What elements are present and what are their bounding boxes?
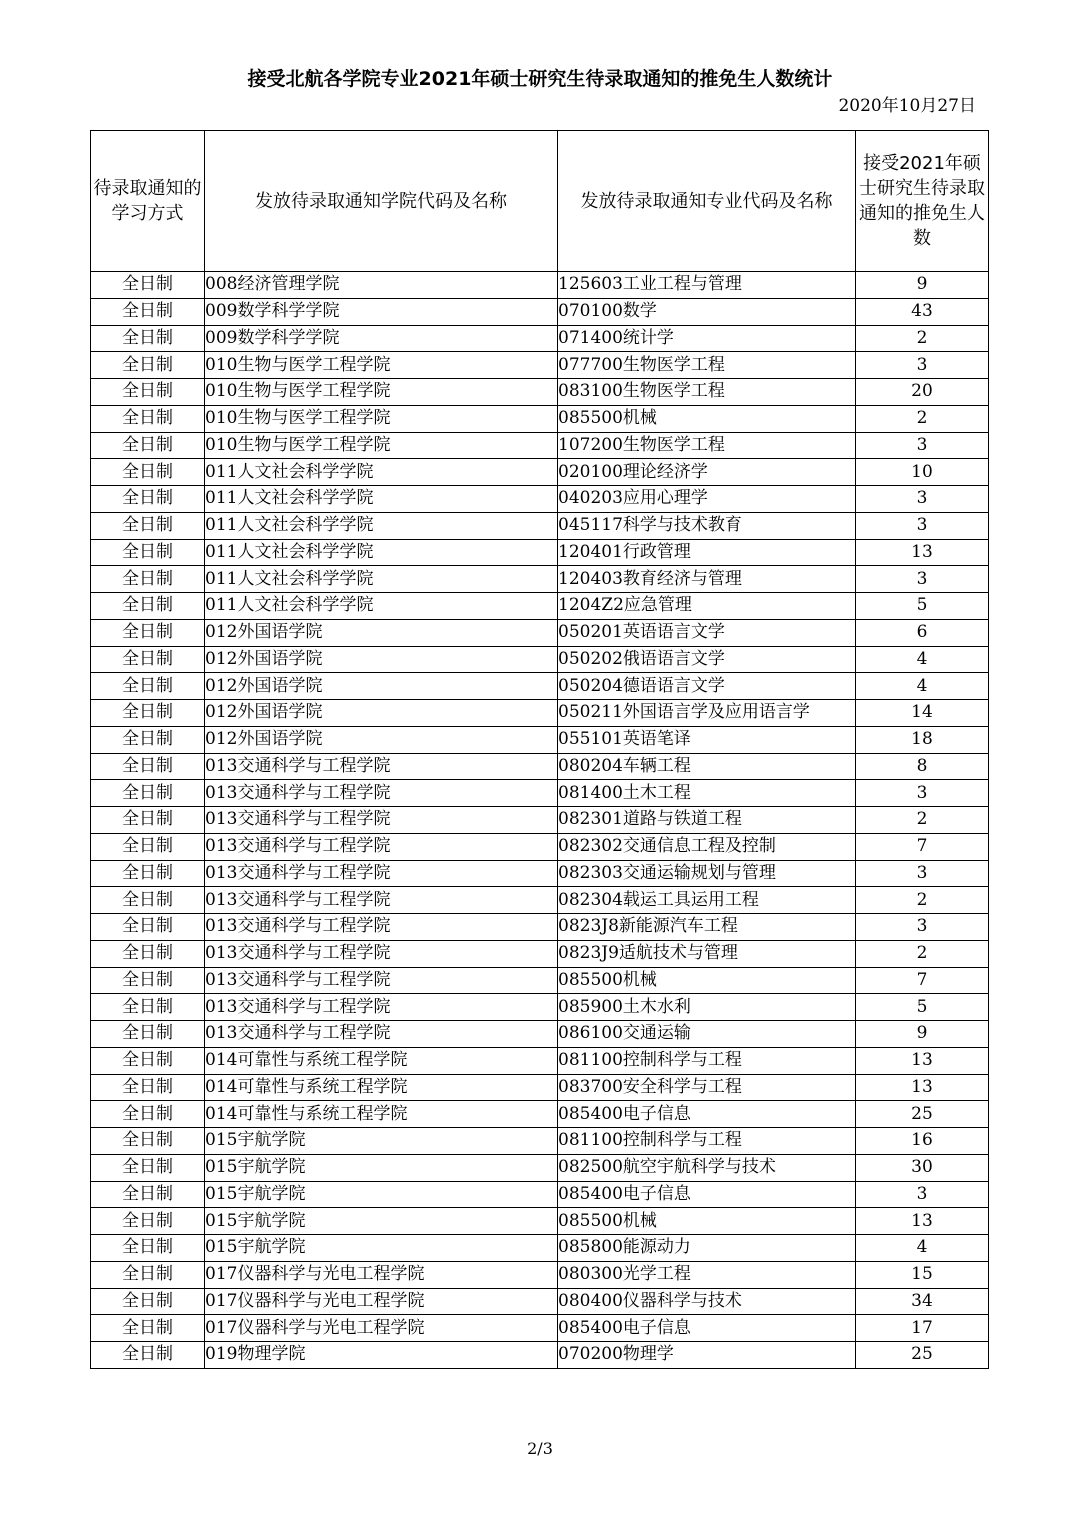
study-mode-cell: 全日制 xyxy=(91,1208,205,1235)
major-cell: 125603工业工程与管理 xyxy=(558,272,856,299)
study-mode-cell: 全日制 xyxy=(91,1047,205,1074)
table-row xyxy=(91,1288,989,1315)
student-count-cell: 3 xyxy=(856,860,989,887)
table-row xyxy=(91,432,989,459)
student-count-cell: 8 xyxy=(856,753,989,780)
student-count-cell: 3 xyxy=(856,352,989,379)
major-cell: 082301道路与铁道工程 xyxy=(558,807,856,834)
study-mode-cell: 全日制 xyxy=(91,833,205,860)
school-cell: 009数学科学学院 xyxy=(205,298,558,325)
student-count-cell: 14 xyxy=(856,700,989,727)
table-row xyxy=(91,967,989,994)
student-count-cell: 3 xyxy=(856,512,989,539)
table-row xyxy=(91,673,989,700)
major-cell: 082303交通运输规划与管理 xyxy=(558,860,856,887)
major-cell: 077700生物医学工程 xyxy=(558,352,856,379)
school-cell: 015宇航学院 xyxy=(205,1154,558,1181)
study-mode-cell: 全日制 xyxy=(91,459,205,486)
major-cell: 083700安全科学与工程 xyxy=(558,1074,856,1101)
student-count-cell: 4 xyxy=(856,673,989,700)
table-row xyxy=(91,753,989,780)
study-mode-cell: 全日制 xyxy=(91,780,205,807)
major-cell: 045117科学与技术教育 xyxy=(558,512,856,539)
major-cell: 082304载运工具运用工程 xyxy=(558,887,856,914)
school-cell: 011人文社会科学学院 xyxy=(205,512,558,539)
major-cell: 070200物理学 xyxy=(558,1342,856,1369)
major-cell: 082500航空宇航科学与技术 xyxy=(558,1154,856,1181)
school-cell: 015宇航学院 xyxy=(205,1208,558,1235)
student-count-cell: 3 xyxy=(856,566,989,593)
major-cell: 020100理论经济学 xyxy=(558,459,856,486)
student-count-cell: 2 xyxy=(856,887,989,914)
school-cell: 013交通科学与工程学院 xyxy=(205,780,558,807)
student-count-cell: 3 xyxy=(856,432,989,459)
student-count-cell: 5 xyxy=(856,994,989,1021)
student-count-cell: 34 xyxy=(856,1288,989,1315)
major-cell: 085500机械 xyxy=(558,1208,856,1235)
study-mode-cell: 全日制 xyxy=(91,753,205,780)
major-cell: 085400电子信息 xyxy=(558,1315,856,1342)
major-cell: 082302交通信息工程及控制 xyxy=(558,833,856,860)
school-cell: 013交通科学与工程学院 xyxy=(205,1021,558,1048)
table-row xyxy=(91,780,989,807)
school-cell: 012外国语学院 xyxy=(205,673,558,700)
table-row xyxy=(91,1235,989,1262)
school-cell: 017仪器科学与光电工程学院 xyxy=(205,1288,558,1315)
student-count-cell: 13 xyxy=(856,1074,989,1101)
study-mode-cell: 全日制 xyxy=(91,405,205,432)
major-cell: 0823J8新能源汽车工程 xyxy=(558,914,856,941)
table-row xyxy=(91,512,989,539)
student-count-cell: 9 xyxy=(856,1021,989,1048)
major-cell: 085500机械 xyxy=(558,967,856,994)
study-mode-cell: 全日制 xyxy=(91,1181,205,1208)
header-school: 发放待录取通知学院代码及名称 xyxy=(205,131,558,272)
table-row xyxy=(91,887,989,914)
study-mode-cell: 全日制 xyxy=(91,1021,205,1048)
student-count-cell: 25 xyxy=(856,1342,989,1369)
major-cell: 040203应用心理学 xyxy=(558,486,856,513)
school-cell: 013交通科学与工程学院 xyxy=(205,753,558,780)
table-row xyxy=(91,1261,989,1288)
major-cell: 050202俄语语言文学 xyxy=(558,646,856,673)
student-count-cell: 16 xyxy=(856,1128,989,1155)
table-row xyxy=(91,1128,989,1155)
student-count-cell: 13 xyxy=(856,539,989,566)
header-study-mode: 待录取通知的学习方式 xyxy=(91,131,205,272)
student-count-cell: 9 xyxy=(856,272,989,299)
study-mode-cell: 全日制 xyxy=(91,539,205,566)
student-count-cell: 2 xyxy=(856,940,989,967)
major-cell: 081100控制科学与工程 xyxy=(558,1047,856,1074)
school-cell: 012外国语学院 xyxy=(205,726,558,753)
table-row xyxy=(91,352,989,379)
school-cell: 011人文社会科学学院 xyxy=(205,539,558,566)
school-cell: 010生物与医学工程学院 xyxy=(205,352,558,379)
school-cell: 013交通科学与工程学院 xyxy=(205,994,558,1021)
table-row xyxy=(91,325,989,352)
major-cell: 083100生物医学工程 xyxy=(558,379,856,406)
school-cell: 011人文社会科学学院 xyxy=(205,566,558,593)
school-cell: 012外国语学院 xyxy=(205,700,558,727)
table-header-row xyxy=(91,131,989,272)
major-cell: 070100数学 xyxy=(558,298,856,325)
major-cell: 080400仪器科学与技术 xyxy=(558,1288,856,1315)
table-row xyxy=(91,1342,989,1369)
school-cell: 013交通科学与工程学院 xyxy=(205,940,558,967)
student-count-cell: 10 xyxy=(856,459,989,486)
student-count-cell: 3 xyxy=(856,780,989,807)
school-cell: 010生物与医学工程学院 xyxy=(205,405,558,432)
major-cell: 085800能源动力 xyxy=(558,1235,856,1262)
header-student-count: 接受2021年硕士研究生待录取通知的推免生人数 xyxy=(856,131,989,272)
school-cell: 011人文社会科学学院 xyxy=(205,459,558,486)
major-cell: 120403教育经济与管理 xyxy=(558,566,856,593)
table-row xyxy=(91,833,989,860)
school-cell: 010生物与医学工程学院 xyxy=(205,379,558,406)
student-count-cell: 43 xyxy=(856,298,989,325)
study-mode-cell: 全日制 xyxy=(91,940,205,967)
study-mode-cell: 全日制 xyxy=(91,887,205,914)
major-cell: 050201英语语言文学 xyxy=(558,619,856,646)
major-cell: 081400土木工程 xyxy=(558,780,856,807)
student-count-cell: 17 xyxy=(856,1315,989,1342)
school-cell: 013交通科学与工程学院 xyxy=(205,833,558,860)
table-row xyxy=(91,539,989,566)
school-cell: 014可靠性与系统工程学院 xyxy=(205,1047,558,1074)
study-mode-cell: 全日制 xyxy=(91,994,205,1021)
student-count-cell: 6 xyxy=(856,619,989,646)
study-mode-cell: 全日制 xyxy=(91,298,205,325)
table-row xyxy=(91,619,989,646)
table-row xyxy=(91,405,989,432)
table-row xyxy=(91,914,989,941)
document-title: 接受北航各学院专业2021年硕士研究生待录取通知的推免生人数统计 xyxy=(247,68,833,90)
table-row xyxy=(91,1047,989,1074)
school-cell: 015宇航学院 xyxy=(205,1235,558,1262)
study-mode-cell: 全日制 xyxy=(91,673,205,700)
study-mode-cell: 全日制 xyxy=(91,379,205,406)
student-count-cell: 25 xyxy=(856,1101,989,1128)
table-row xyxy=(91,700,989,727)
major-cell: 071400统计学 xyxy=(558,325,856,352)
student-count-cell: 20 xyxy=(856,379,989,406)
table-row xyxy=(91,459,989,486)
table-row xyxy=(91,1101,989,1128)
major-cell: 080204车辆工程 xyxy=(558,753,856,780)
study-mode-cell: 全日制 xyxy=(91,700,205,727)
major-cell: 085900土木水利 xyxy=(558,994,856,1021)
student-count-cell: 3 xyxy=(856,486,989,513)
school-cell: 012外国语学院 xyxy=(205,646,558,673)
student-count-cell: 5 xyxy=(856,593,989,620)
school-cell: 012外国语学院 xyxy=(205,619,558,646)
table-row xyxy=(91,860,989,887)
study-mode-cell: 全日制 xyxy=(91,593,205,620)
school-cell: 014可靠性与系统工程学院 xyxy=(205,1101,558,1128)
table-row xyxy=(91,726,989,753)
major-cell: 085400电子信息 xyxy=(558,1181,856,1208)
school-cell: 019物理学院 xyxy=(205,1342,558,1369)
school-cell: 015宇航学院 xyxy=(205,1128,558,1155)
major-cell: 081100控制科学与工程 xyxy=(558,1128,856,1155)
table-row xyxy=(91,486,989,513)
major-cell: 086100交通运输 xyxy=(558,1021,856,1048)
student-count-cell: 2 xyxy=(856,325,989,352)
study-mode-cell: 全日制 xyxy=(91,1128,205,1155)
study-mode-cell: 全日制 xyxy=(91,619,205,646)
school-cell: 008经济管理学院 xyxy=(205,272,558,299)
school-cell: 013交通科学与工程学院 xyxy=(205,967,558,994)
major-cell: 085500机械 xyxy=(558,405,856,432)
study-mode-cell: 全日制 xyxy=(91,432,205,459)
header-major: 发放待录取通知专业代码及名称 xyxy=(558,131,856,272)
major-cell: 120401行政管理 xyxy=(558,539,856,566)
study-mode-cell: 全日制 xyxy=(91,486,205,513)
student-count-cell: 13 xyxy=(856,1047,989,1074)
school-cell: 010生物与医学工程学院 xyxy=(205,432,558,459)
table-row xyxy=(91,1074,989,1101)
school-cell: 009数学科学学院 xyxy=(205,325,558,352)
table-row xyxy=(91,379,989,406)
page-number: 2/3 xyxy=(527,1439,553,1458)
student-count-cell: 4 xyxy=(856,1235,989,1262)
study-mode-cell: 全日制 xyxy=(91,1315,205,1342)
study-mode-cell: 全日制 xyxy=(91,512,205,539)
table-row xyxy=(91,807,989,834)
major-cell: 0823J9适航技术与管理 xyxy=(558,940,856,967)
table-row xyxy=(91,1154,989,1181)
study-mode-cell: 全日制 xyxy=(91,646,205,673)
study-mode-cell: 全日制 xyxy=(91,1261,205,1288)
school-cell: 013交通科学与工程学院 xyxy=(205,807,558,834)
document-date: 2020年10月27日 xyxy=(838,96,976,116)
major-cell: 055101英语笔译 xyxy=(558,726,856,753)
table-row xyxy=(91,272,989,299)
student-count-cell: 3 xyxy=(856,914,989,941)
table-row xyxy=(91,1021,989,1048)
table-row xyxy=(91,566,989,593)
study-mode-cell: 全日制 xyxy=(91,1235,205,1262)
table-row xyxy=(91,646,989,673)
study-mode-cell: 全日制 xyxy=(91,272,205,299)
table-row xyxy=(91,1208,989,1235)
school-cell: 011人文社会科学学院 xyxy=(205,593,558,620)
school-cell: 013交通科学与工程学院 xyxy=(205,860,558,887)
table-row xyxy=(91,940,989,967)
study-mode-cell: 全日制 xyxy=(91,1101,205,1128)
study-mode-cell: 全日制 xyxy=(91,914,205,941)
study-mode-cell: 全日制 xyxy=(91,325,205,352)
student-count-cell: 7 xyxy=(856,833,989,860)
study-mode-cell: 全日制 xyxy=(91,1288,205,1315)
school-cell: 014可靠性与系统工程学院 xyxy=(205,1074,558,1101)
major-cell: 107200生物医学工程 xyxy=(558,432,856,459)
table-row xyxy=(91,298,989,325)
table-row xyxy=(91,1315,989,1342)
study-mode-cell: 全日制 xyxy=(91,1074,205,1101)
school-cell: 013交通科学与工程学院 xyxy=(205,887,558,914)
student-count-cell: 2 xyxy=(856,405,989,432)
major-cell: 050204德语语言文学 xyxy=(558,673,856,700)
student-count-cell: 2 xyxy=(856,807,989,834)
major-cell: 050211外国语言学及应用语言学 xyxy=(558,700,856,727)
school-cell: 013交通科学与工程学院 xyxy=(205,914,558,941)
study-mode-cell: 全日制 xyxy=(91,566,205,593)
study-mode-cell: 全日制 xyxy=(91,1154,205,1181)
school-cell: 015宇航学院 xyxy=(205,1181,558,1208)
student-count-cell: 18 xyxy=(856,726,989,753)
study-mode-cell: 全日制 xyxy=(91,1342,205,1369)
study-mode-cell: 全日制 xyxy=(91,352,205,379)
school-cell: 017仪器科学与光电工程学院 xyxy=(205,1315,558,1342)
major-cell: 085400电子信息 xyxy=(558,1101,856,1128)
study-mode-cell: 全日制 xyxy=(91,726,205,753)
student-count-cell: 30 xyxy=(856,1154,989,1181)
table-row xyxy=(91,1181,989,1208)
student-count-cell: 3 xyxy=(856,1181,989,1208)
table-row xyxy=(91,994,989,1021)
major-cell: 080300光学工程 xyxy=(558,1261,856,1288)
student-count-cell: 15 xyxy=(856,1261,989,1288)
student-count-cell: 7 xyxy=(856,967,989,994)
study-mode-cell: 全日制 xyxy=(91,860,205,887)
study-mode-cell: 全日制 xyxy=(91,807,205,834)
table-row xyxy=(91,593,989,620)
school-cell: 011人文社会科学学院 xyxy=(205,486,558,513)
study-mode-cell: 全日制 xyxy=(91,967,205,994)
major-cell: 1204Z2应急管理 xyxy=(558,593,856,620)
student-count-cell: 13 xyxy=(856,1208,989,1235)
student-count-cell: 4 xyxy=(856,646,989,673)
admission-table xyxy=(90,130,989,1369)
table-body xyxy=(91,272,989,1369)
school-cell: 017仪器科学与光电工程学院 xyxy=(205,1261,558,1288)
